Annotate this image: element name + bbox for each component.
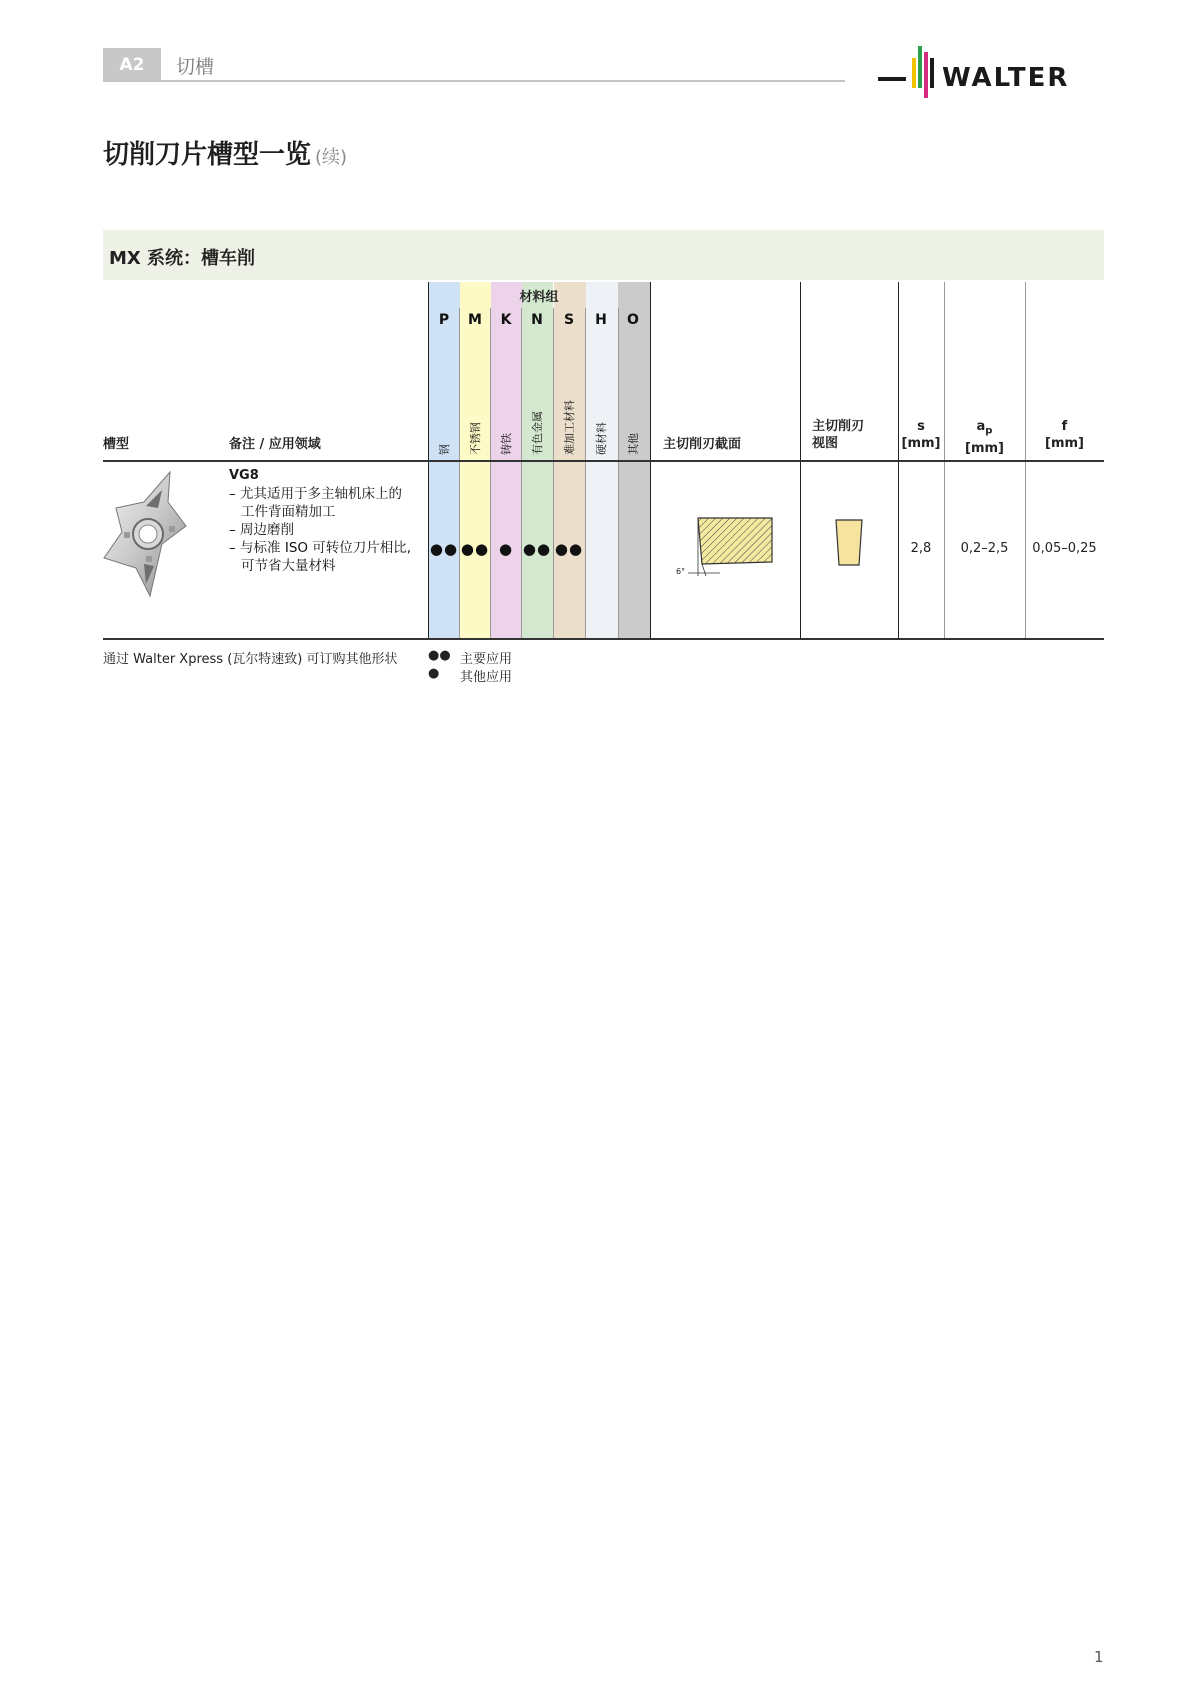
col-header-f bbox=[1025, 418, 1104, 452]
geometry-code: VG8 bbox=[229, 468, 259, 483]
section-tag: A2 bbox=[103, 48, 161, 82]
material-name: 硬材料 bbox=[595, 422, 608, 455]
angle-label: 6° bbox=[676, 567, 686, 576]
header-rule bbox=[103, 80, 845, 82]
col-header-view-line1: 主切削刃 bbox=[812, 419, 865, 434]
col-header-ap bbox=[944, 418, 1025, 457]
footer-note: 通过 Walter Xpress (瓦尔特速致) 可订购其他形状 bbox=[103, 652, 398, 667]
col-header-s bbox=[898, 418, 944, 452]
col-divider bbox=[521, 308, 522, 638]
material-name: 钢 bbox=[438, 444, 451, 455]
col-divider bbox=[618, 308, 619, 638]
material-suitability: ●● bbox=[554, 540, 584, 558]
legend-main-symbol: ●● bbox=[428, 648, 451, 663]
col-header-geometry: 槽型 bbox=[103, 437, 130, 452]
material-letter: P bbox=[438, 312, 450, 328]
note-line: – 与标准 ISO 可转位刀片相比, bbox=[229, 540, 412, 556]
walter-logo bbox=[878, 44, 1104, 104]
material-letter: S bbox=[563, 312, 575, 328]
note-line: 工件背面精加工 bbox=[241, 504, 336, 520]
col-header-s-symbol: s bbox=[917, 419, 925, 434]
section-name: 切槽 bbox=[176, 56, 215, 78]
value-s: 2,8 bbox=[910, 541, 932, 556]
material-suitability: ●● bbox=[429, 540, 459, 558]
col-header-notes: 备注 / 应用领域 bbox=[229, 437, 321, 452]
table-bottom-rule bbox=[103, 638, 1104, 640]
material-letter: O bbox=[627, 312, 639, 328]
logo-text: WALTER bbox=[942, 63, 1070, 93]
material-name: 其他 bbox=[627, 433, 640, 455]
col-header-ap-symbol: a bbox=[976, 419, 986, 434]
cutting-edge-section-drawing bbox=[672, 512, 778, 580]
col-header-s-unit: [mm] bbox=[901, 436, 941, 451]
value-ap: 0,2–2,5 bbox=[960, 541, 1009, 556]
material-letter: H bbox=[595, 312, 607, 328]
note-line: – 周边磨削 bbox=[229, 522, 295, 538]
note-line: – 尤其适用于多主轴机床上的 bbox=[229, 486, 403, 502]
material-suitability: ●● bbox=[460, 540, 490, 558]
insert-image bbox=[102, 468, 188, 600]
note-line: 可节省大量材料 bbox=[241, 558, 336, 574]
header-bottom-rule bbox=[103, 460, 1104, 462]
material-group-label: 材料组 bbox=[519, 290, 559, 305]
page-title bbox=[103, 134, 347, 171]
legend-main-label: 主要应用 bbox=[460, 652, 513, 667]
col-header-view-line2: 视图 bbox=[812, 436, 839, 451]
band-title: MX 系统：槽车削 bbox=[109, 248, 256, 269]
page-title-text: 切削刀片槽型一览 bbox=[103, 140, 312, 170]
material-name: 不锈钢 bbox=[469, 422, 482, 455]
col-divider bbox=[585, 308, 586, 638]
col-divider bbox=[553, 308, 554, 638]
legend-other-symbol: ● bbox=[428, 666, 440, 681]
material-suitability: ● bbox=[498, 540, 514, 558]
col-header-section: 主切削刃截面 bbox=[663, 437, 742, 452]
col-header-f-unit: [mm] bbox=[1045, 436, 1084, 451]
col-divider bbox=[459, 308, 460, 638]
col-header-f-symbol: f bbox=[1061, 419, 1068, 434]
col-header-ap-sub: p bbox=[985, 425, 993, 437]
page-title-suffix: (续) bbox=[315, 147, 348, 168]
material-letter: K bbox=[500, 312, 512, 328]
legend-other-label: 其他应用 bbox=[460, 670, 513, 685]
material-letter: M bbox=[468, 312, 482, 328]
cutting-edge-view-drawing bbox=[834, 518, 864, 568]
col-header-view bbox=[812, 418, 864, 452]
material-suitability: ●● bbox=[522, 540, 552, 558]
material-name: 难加工材料 bbox=[563, 400, 576, 455]
material-name: 铸铁 bbox=[500, 433, 513, 455]
material-name: 有色金属 bbox=[531, 411, 544, 455]
value-f: 0,05–0,25 bbox=[1032, 541, 1097, 556]
material-letter: N bbox=[531, 312, 543, 328]
page-number: 1 bbox=[1094, 1648, 1104, 1666]
col-header-ap-unit: [mm] bbox=[965, 440, 1004, 456]
col-divider bbox=[490, 308, 491, 638]
